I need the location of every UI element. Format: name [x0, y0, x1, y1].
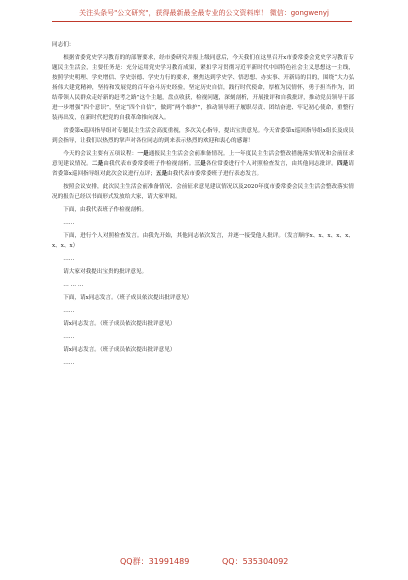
document-body	[52, 40, 354, 371]
line-self-review: 下面，由我代表班子作检视剖析。	[63, 207, 148, 213]
header-banner: 关注头条号"公文研究"，获得最新最全最专业的公文资料库！ 微信：gongwenyj	[79, 9, 329, 17]
salutation: 同志们：	[52, 42, 75, 48]
ellipsis-1: ……	[63, 220, 75, 226]
line-request-criticism: 请大家对我提出宝贵的批评意见。	[63, 269, 148, 275]
paragraph-arrangement: 按照会议安排，此次民主生活会前准备情况、会前征求意见建议情况以及2020年度市委常委会民主生活会整改落实情况的报告已经以书面形式发放给大家，请大家审阅。	[52, 184, 354, 200]
line-individual-check: 下面，进行个人对照检查发言。由我先开始，其他同志依次发言，并逐一接受他人批评。（发言顺序x、x、x、x、x、x、x、x）	[52, 233, 354, 249]
paragraph-guidance: 省委第x巡回指导组对专题民主生活会高度重视，多次关心指导，提出宝贵意见。今天省委第x巡回指导组x组长及成员到会指导，让我们以热烈的掌声对各位同志的到来表示热烈的欢迎和衷心的感谢！	[52, 128, 354, 144]
ellipsis-6: ……	[63, 360, 75, 366]
ellipsis-2: ……	[63, 256, 75, 262]
header-divider	[52, 21, 352, 22]
line-speaker-3: 请x同志发言。（班子成员依次提出批评意见）	[63, 347, 176, 353]
ellipsis-4: ……	[63, 308, 75, 314]
paragraph-agenda: 今天的会议主要有五项议程：一是通报民主生活会会前准备情况。上一年度民主生活会整改措施落实情况和会前征求意见建议情况。二是由我代表市委常委班子作检视剖析。三是各位常委进行个人对照检查发言，由其他同志批评。四是请省委第x巡回指导组对此次会议进行点评；五是由我代表市委常委班子进行表态发言。	[52, 151, 354, 177]
footer-qq-group: QQ群：31991489	[120, 557, 190, 566]
line-speaker-2: 请x同志发言。（班子成员依次提出批评意见）	[63, 321, 176, 327]
ellipsis-3: … … …	[63, 282, 84, 288]
ellipsis-5: ……	[63, 334, 75, 340]
footer-qq: QQ：535304092	[222, 557, 289, 566]
line-speaker-1: 下面，请x同志发言。（班子成员依次提出批评意见）	[63, 295, 193, 301]
paragraph-opening: 根据省委党史学习教育的的部署要求，经市委研究并报上级同意后，今天我们在这里召开x市委常委会党史学习教育专题民主生活会，主要任务是：充分运用党史学习教育成果，紧扣学习贯彻习近平新时代中国特色社会主义思想这一主线，按照学史明理、学史增信、学史崇德、学史力行的要求，聚焦达到学史学、悟思想、办实事、开新局的目的，围绕“大力弘扬伟大建党精神，坚持和发展党的百年奋斗历史经验，坚定历史自信，践行时代使命，厚植为民情怀，勇于担当作为，团结带领人民群众走好新的赶考之路”这个主题，盘点收获，检视问题，深刻剖析，开展批评和自我批评，推动党员领导干部进一步增强“四个意识”，坚定“四个自信”，做到“两个维护”，推动领导班子履职尽责、团结奋进、牢记初心使命，重整行装再出发，在新时代把党的自我革命推向深入。	[52, 55, 354, 121]
